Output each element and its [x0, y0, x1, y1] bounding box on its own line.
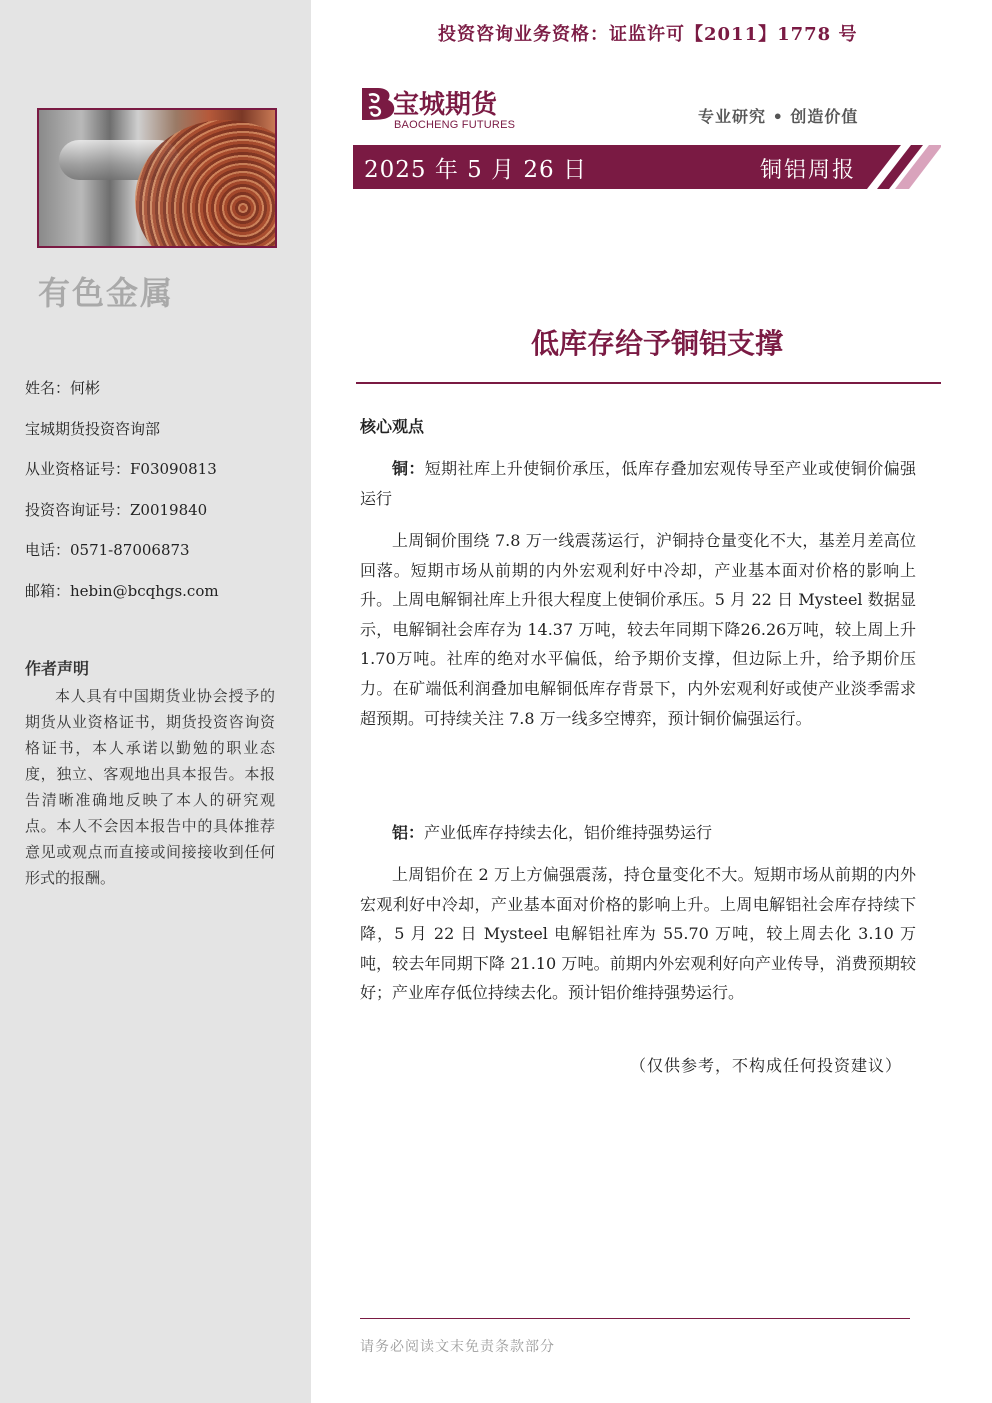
- cover-photo: [37, 108, 277, 248]
- footer-divider: [360, 1318, 910, 1319]
- section-heading-key-views: 核心观点: [360, 417, 425, 436]
- footer-disclaimer-link: 请务必阅读文末免责条款部分: [360, 1339, 555, 1355]
- logo-chinese-name: 宝城期货: [393, 90, 498, 120]
- logo-english-name: BAOCHENG FUTURES: [394, 119, 516, 131]
- aluminum-summary-paragraph: [360, 818, 916, 848]
- copper-summary: 短期社库上升使铜价承压，低库存叠加宏观传导至产业或使铜价偏强运行: [360, 459, 916, 508]
- disclaimer-note: （仅供参考，不构成任何投资建议）: [630, 1056, 903, 1075]
- author-phone: 电话：0571-87006873: [25, 541, 190, 559]
- aluminum-label: 铝：: [392, 823, 425, 842]
- slogan: 专业研究 • 创造价值: [698, 107, 859, 126]
- copper-label: 铜：: [392, 459, 425, 478]
- author-email: 邮箱：hebin@bcqhgs.com: [25, 581, 219, 600]
- report-date: 2025 年 5 月 26 日: [364, 157, 587, 183]
- author-info: [25, 376, 219, 619]
- aluminum-summary: 产业低库存持续去化，铝价维持强势运行: [424, 823, 713, 842]
- author-department: 宝城期货投资咨询部: [25, 419, 161, 438]
- author-advisory-id: 投资咨询证号：Z0019840: [25, 500, 208, 519]
- copper-body-paragraph: 上周铜价围绕 7.8 万一线震荡运行，沪铜持仓量变化不大，基差月差高位回落。短期市场从前期的内外宏观利好中冷却，产业基本面对价格的影响上升。上周电解铜社库上升很大程度上使铜价承压。5 月 22 日 Mysteel 数据显示，电解铜社会库存为 14.37 万吨，较去年同期下降26.26万吨，较上周上升1.70万吨。社库的绝对水平偏低，给予期价支撑，但边际上升，给予期价压力。在矿端低利润叠加电解铜低库存背景下，内外宏观利好或使产业淡季需求超预期。可持续关注 7.8 万一线多空博弈，预计铜价偏强运行。: [360, 531, 916, 728]
- report-title: 低库存给予铜铝支撑: [530, 327, 783, 360]
- sidebar: [0, 0, 311, 1403]
- declaration-title: 作者声明: [25, 659, 90, 678]
- author-name: 姓名：何彬: [25, 379, 101, 397]
- aluminum-body-paragraph: 上周铝价在 2 万上方偏强震荡，持仓量变化不大。短期市场从前期的内外宏观利好中冷却，产业基本面对价格的影响上升。上周电解铝社会库存持续下降，5 月 22 日 Mysteel 电解铝社库为 55.70 万吨，较上周去化 3.10 万吨，较去年同期下降 21.10 万吨。前期内外宏观利好向产业传导，消费预期较好；产业库存低位持续去化。预计铝价维持强势运行。: [360, 865, 916, 1003]
- title-divider: [356, 382, 941, 384]
- author-qualification-id: 从业资格证号：F03090813: [25, 460, 217, 478]
- category-label: 有色金属: [38, 274, 175, 312]
- declaration-body: 本人具有中国期货业协会授予的期货从业资格证书，期货投资咨询资格证书，本人承诺以勤勉的职业态度，独立、客观地出具本报告。本报告清晰准确地反映了本人的研究观点。本人不会因本报告中的具体推荐意见或观点而直接或间接接收到任何形式的报酬。: [25, 687, 275, 887]
- copper-summary-paragraph: [360, 454, 916, 513]
- report-type: 铜铝周报: [760, 158, 857, 183]
- license-text: 投资咨询业务资格：证监许可【2011】1778 号: [438, 24, 858, 45]
